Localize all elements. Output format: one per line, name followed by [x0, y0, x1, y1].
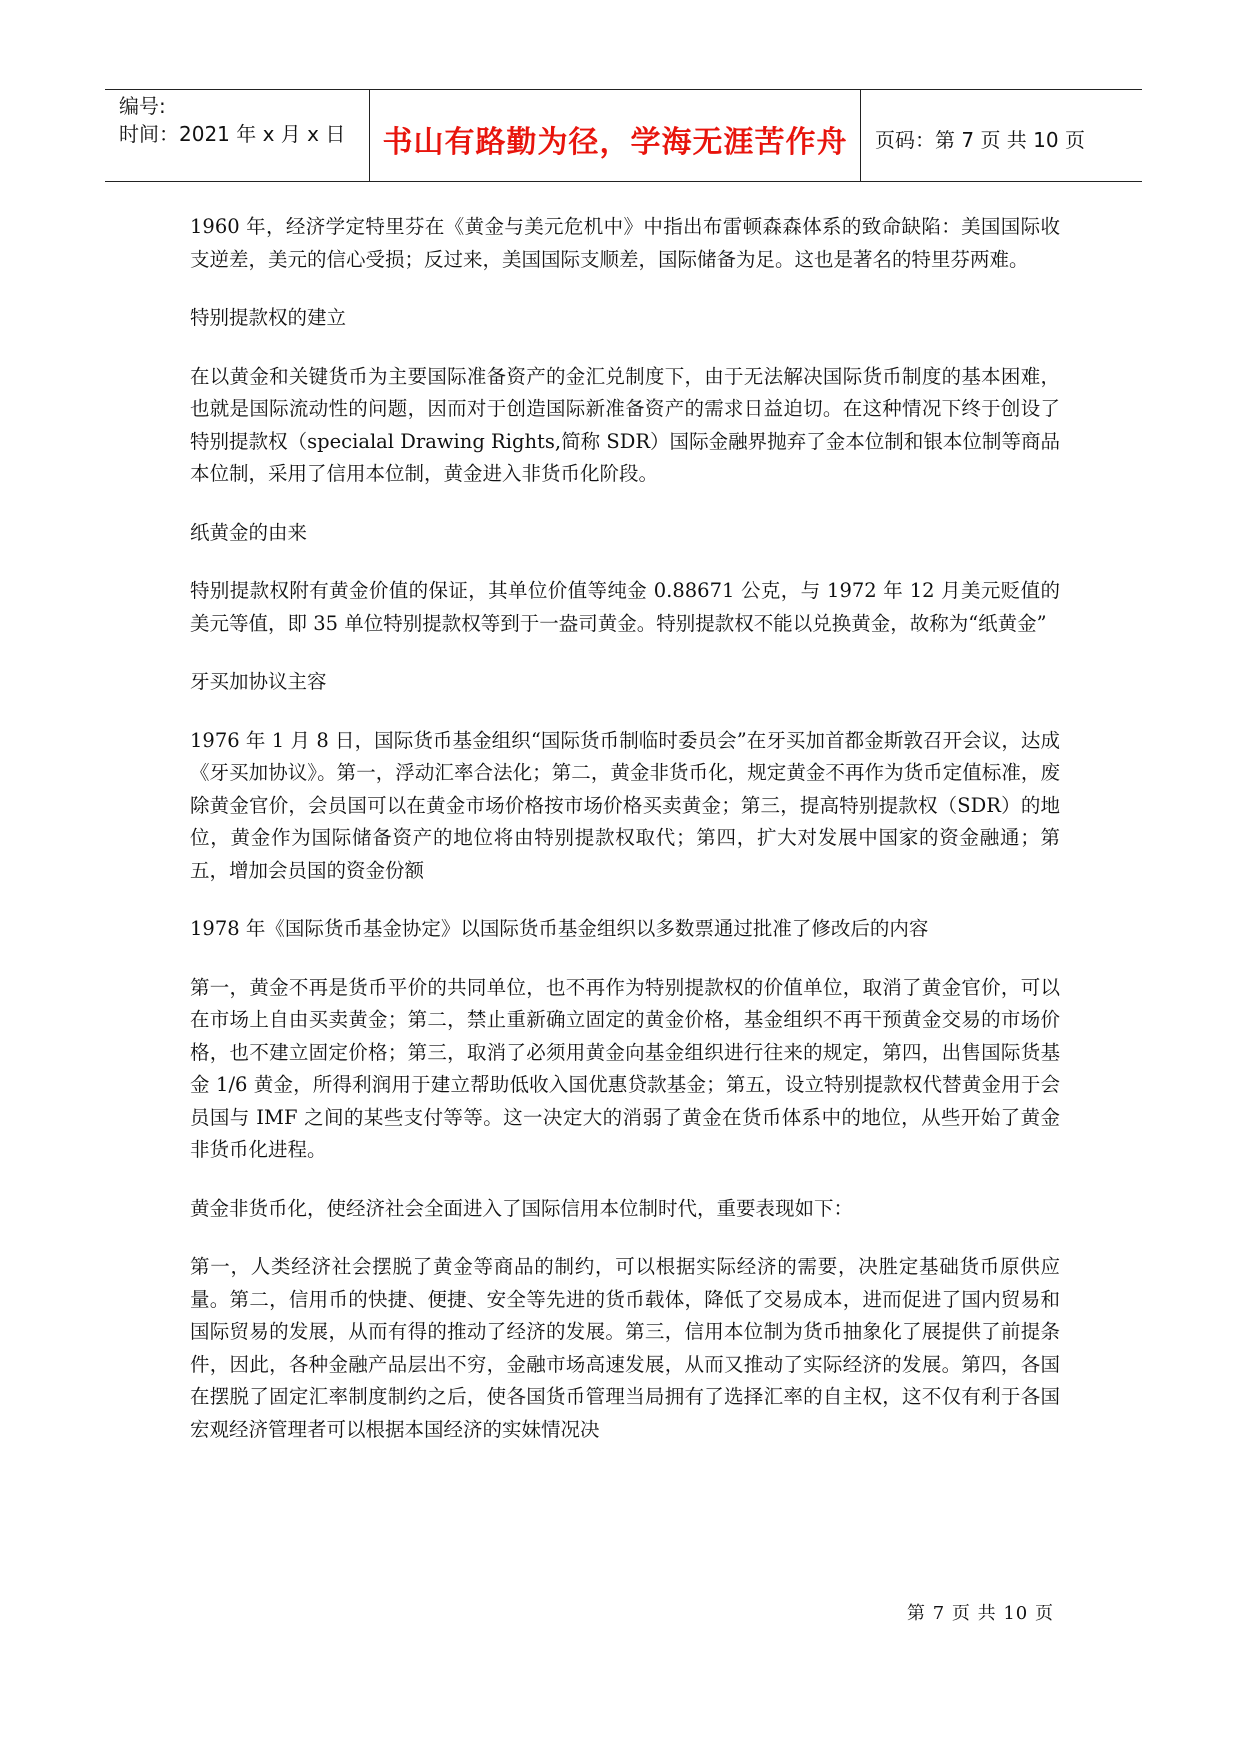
- header-motto: 书山有路勤为径，学海无涯苦作舟: [382, 124, 848, 160]
- header-page-cell: [861, 90, 1142, 181]
- document-body: [190, 211, 1060, 1472]
- section-heading-1978-agreement: 1978 年《国际货币基金协定》以国际货币基金组织以多数票通过批准了修改后的内容: [190, 917, 929, 940]
- section-heading-jamaica: 牙买加协议主容: [190, 670, 327, 693]
- paragraph-sdr: 在以黄金和关键货币为主要国际准备资产的金汇兑制度下，由于无法解决国际货币制度的基本困难，也就是国际流动性的问题，因而对于创造国际新准备资产的需求日益迫切。在这种情况下终于创设了特别提款权（specialal Drawing Rights,简称 SDR）国际金融界抛弃了金本位制和银本位制等商品本位制，采用了信用本位制，黄金进入非货币化阶段。: [190, 364, 1060, 485]
- section-heading-demonetization: 黄金非货币化，使经济社会全面进入了国际信用本位制时代，重要表现如下：: [190, 1196, 854, 1220]
- header-motto-cell: [369, 90, 861, 181]
- header-meta: [105, 90, 369, 181]
- paragraph-paper-gold: 特别提款权附有黄金价值的保证，其单位价值等纯金 0.88671 公克，与 1972 年 12 月美元贬值的美元等值，即 35 单位特别提款权等到于一盎司黄金。特别提款权不能以兑换黄金，故称为“纸黄金”: [190, 579, 1060, 635]
- paragraph-1978-agreement: 第一，黄金不再是货币平价的共同单位，也不再作为特别提款权的价值单位，取消了黄金官价，可以在市场上自由买卖黄金；第二，禁止重新确立固定的黄金价格，基金组织不再干预黄金交易的市场价格，也不建立固定价格；第三，取消了必须用黄金向基金组织进行往来的规定，第四，出售国际货基金 1/6 黄金，所得利润用于建立帮助低收入国优惠贷款基金；第五，设立特别提款权代替黄金用于会员国与 IMF 之间的某些支付等等。这一决定大的消弱了黄金在货币体系中的地位，从些开始了黄金非货币化进程。: [190, 975, 1060, 1161]
- document-number-label: 编号:: [119, 94, 166, 118]
- paragraph-jamaica: 1976 年 1 月 8 日，国际货币基金组织“国际货币制临时委员会”在牙买加首都金斯敦召开会议，达成《牙买加协议》。第一，浮动汇率合法化；第二，黄金非货币化，规定黄金不再作为货币定值标准，废除黄金官价，会员国可以在黄金市场价格按市场价格买卖黄金；第三，提高特别提款权（SDR）的地位，黄金作为国际储备资产的地位将由特别提款权取代；第四，扩大对发展中国家的资金融通；第五，增加会员国的资金份额: [190, 728, 1060, 882]
- section-heading-paper-gold: 纸黄金的由来: [190, 520, 308, 544]
- paragraph-demonetization: 第一，人类经济社会摆脱了黄金等商品的制约，可以根据实际经济的需要，决胜定基础货币原供应量。第二，信用币的快捷、便捷、安全等先进的货币载体，降低了交易成本，进而促进了国内贸易和国际贸易的发展，从而有得的推动了经济的发展。第三，信用本位制为货币抽象化了展提供了前提条件，因此，各种金融产品层出不穷，金融市场高速发展，从而又推动了实际经济的发展。第四，各国在摆脱了固定汇率制度制约之后，使各国货币管理当局拥有了选择汇率的自主权，这不仅有利于各国宏观经济管理者可以根据本国经济的实妹情况决: [190, 1255, 1060, 1441]
- section-heading-sdr: 特别提款权的建立: [190, 306, 347, 329]
- paragraph-triffin: 1960 年，经济学定特里芬在《黄金与美元危机中》中指出布雷顿森森体系的致命缺陷：美国国际收支逆差，美元的信心受损；反过来，美国国际支顺差，国际储备为足。这也是著名的特里芬两难。: [190, 215, 1060, 271]
- header-page-number: 页码：第 7 页 共 10 页: [875, 128, 1085, 152]
- page-footer: 第 7 页 共 10 页: [907, 1603, 1054, 1624]
- page-header: [105, 89, 1142, 182]
- document-time-label: 时间：2021 年 x 月 x 日: [119, 122, 346, 146]
